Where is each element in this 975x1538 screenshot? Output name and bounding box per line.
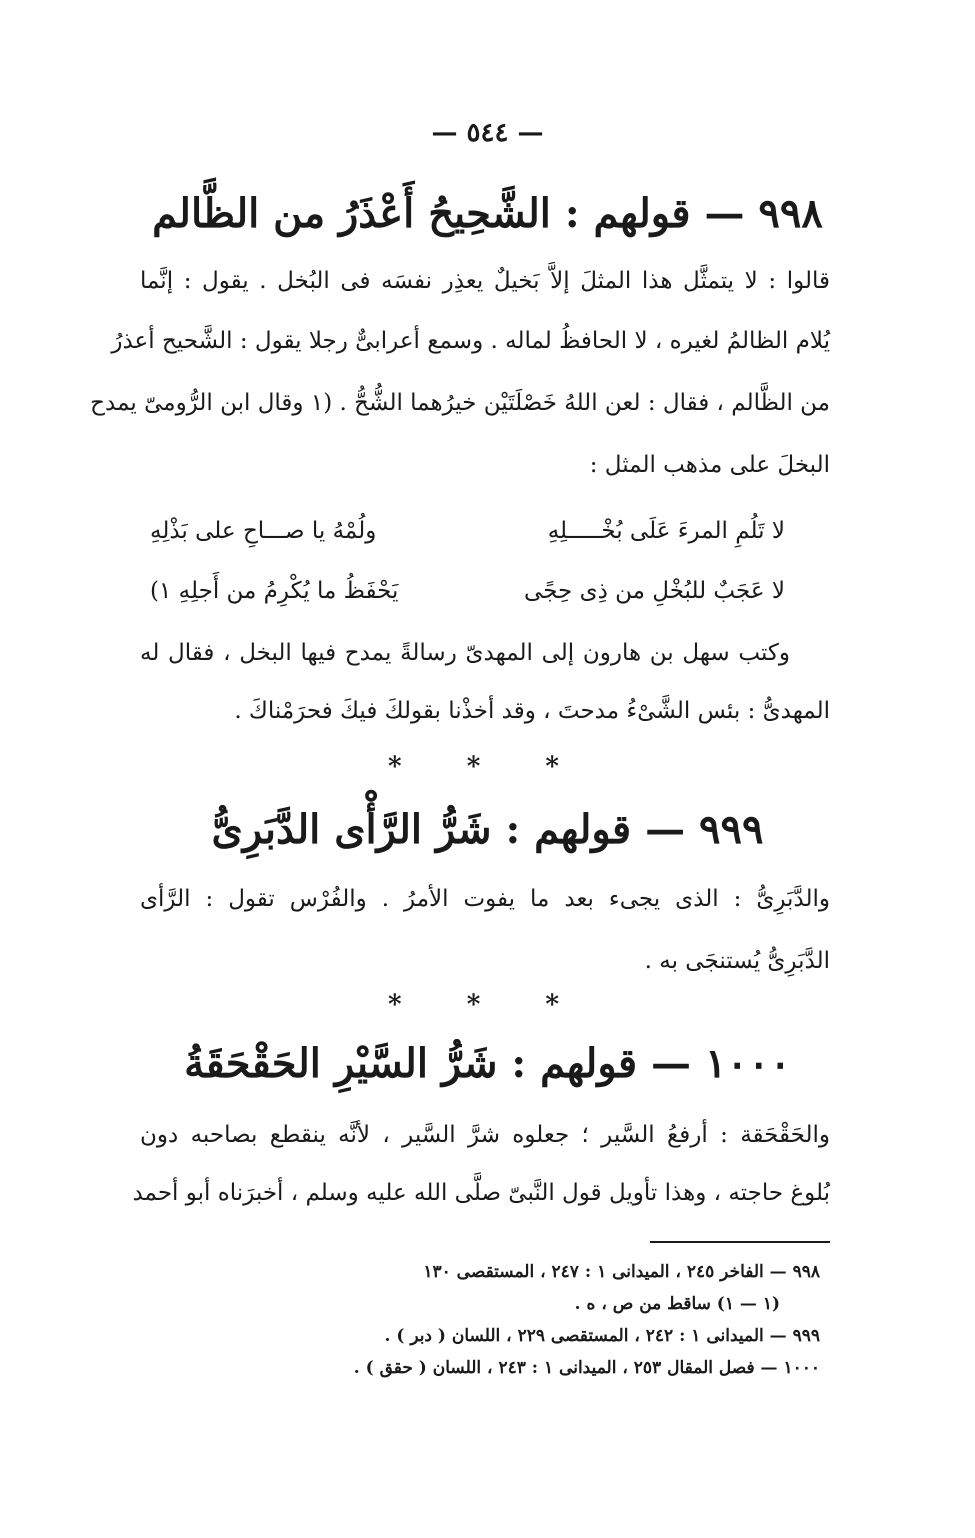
- paragraph-line: يُلام الظالمُ لغيره ، لا الحافظُ لماله . وسمع أعرابىٌّ رجلا يقول : الشَّحيح أعذرُ: [111, 328, 830, 354]
- section-separator: * * *: [388, 990, 587, 1020]
- entry-title: — قولهم : شَرُّ الرَّأْى الدَّبَرِىُّ: [211, 806, 686, 853]
- footnote-rule: [650, 1241, 830, 1243]
- entry-number: ٩٩٩: [699, 806, 764, 853]
- paragraph-line: قالوا : لا يتمثَّل هذا المثلَ إلاَّ بَخيلٌ يعذِر نفسَه فى البُخل . يقول : إنَّما: [140, 268, 830, 294]
- entry-heading-998: [100, 190, 875, 237]
- section-separator: * * *: [388, 752, 587, 782]
- entry-heading-1000: [100, 1040, 875, 1087]
- footnote: ١٠٠٠ — فصل المقال ٢٥٣ ، الميدانى ١ : ٢٤٣ ، اللسان ( حقق ) .: [353, 1358, 820, 1378]
- paragraph-line: البخلَ على مذهب المثل :: [589, 452, 830, 478]
- paragraph-line: من الظَّالم ، فقال : لعن اللهُ خَصْلَتَيْن خيرُهما الشُّحُّ . (١ وقال ابن الرُّومىّ يمدح: [90, 390, 830, 416]
- paragraph-line: والحَقْحَقة : أرفعُ السَّير ؛ جعلوه شرَّ السَّير ، لأنَّه ينقطع بصاحبه دون: [140, 1122, 830, 1148]
- footnote: (١ — ١) ساقط من ص ، ه .: [574, 1294, 780, 1314]
- verse-hemistich-left: يَحْفَظُ ما يُكْرِمُ من أَجلِهِ ١): [150, 578, 399, 604]
- entry-heading-999: [100, 806, 875, 853]
- footnote: ٩٩٩ — الميدانى ١ : ٢٤٢ ، المستقصى ٢٢٩ ، اللسان ( دبر ) .: [384, 1326, 820, 1346]
- verse-hemistich-right: لا عَجَبٌ للبُخْلِ من ذِى حِجًى: [524, 578, 785, 604]
- entry-title: — قولهم : شَرُّ السَّيْرِ الحَقْحَقَةُ: [184, 1040, 692, 1087]
- paragraph-line: وكتب سهل بن هارون إلى المهدىّ رسالةً يمدح فيها البخل ، فقال له: [140, 640, 790, 666]
- entry-number: ٩٩٨: [758, 190, 823, 237]
- verse-hemistich-left: ولُمْهُ يا صـــاحِ على بَذْلِهِ: [150, 518, 377, 544]
- verse-hemistich-right: لا تَلُمِ المرءَ عَلَى بُخْـــــلِهِ: [547, 518, 785, 544]
- paragraph-line: الدَّبَرِىُّ يُستنجَى به .: [644, 948, 830, 974]
- paragraph-line: بُلوغ حاجته ، وهذا تأويل قول النَّبىّ صلَّى الله عليه وسلم ، أخبرَناه أبو أحمد: [132, 1180, 830, 1206]
- entry-title: — قولهم : الشَّحِيحُ أَعْذَرُ من الظَّالم: [152, 190, 745, 237]
- entry-number: ١٠٠٠: [705, 1040, 791, 1087]
- footnote: ٩٩٨ — الفاخر ٢٤٥ ، الميدانى ١ : ٢٤٧ ، المستقصى ١٣٠: [423, 1262, 820, 1282]
- paragraph-line: المهدىُّ : بئس الشَّىْءُ مدحتَ ، وقد أخذْنا بقولكَ فيكَ فحرَمْناكَ .: [234, 698, 830, 724]
- paragraph-line: والدَّبَرِىُّ : الذى يجىء بعد ما يفوت الأمرُ . والفُرْس تقول : الرَّأى: [140, 886, 830, 912]
- page-number: — ٥٤٤ —: [431, 118, 544, 148]
